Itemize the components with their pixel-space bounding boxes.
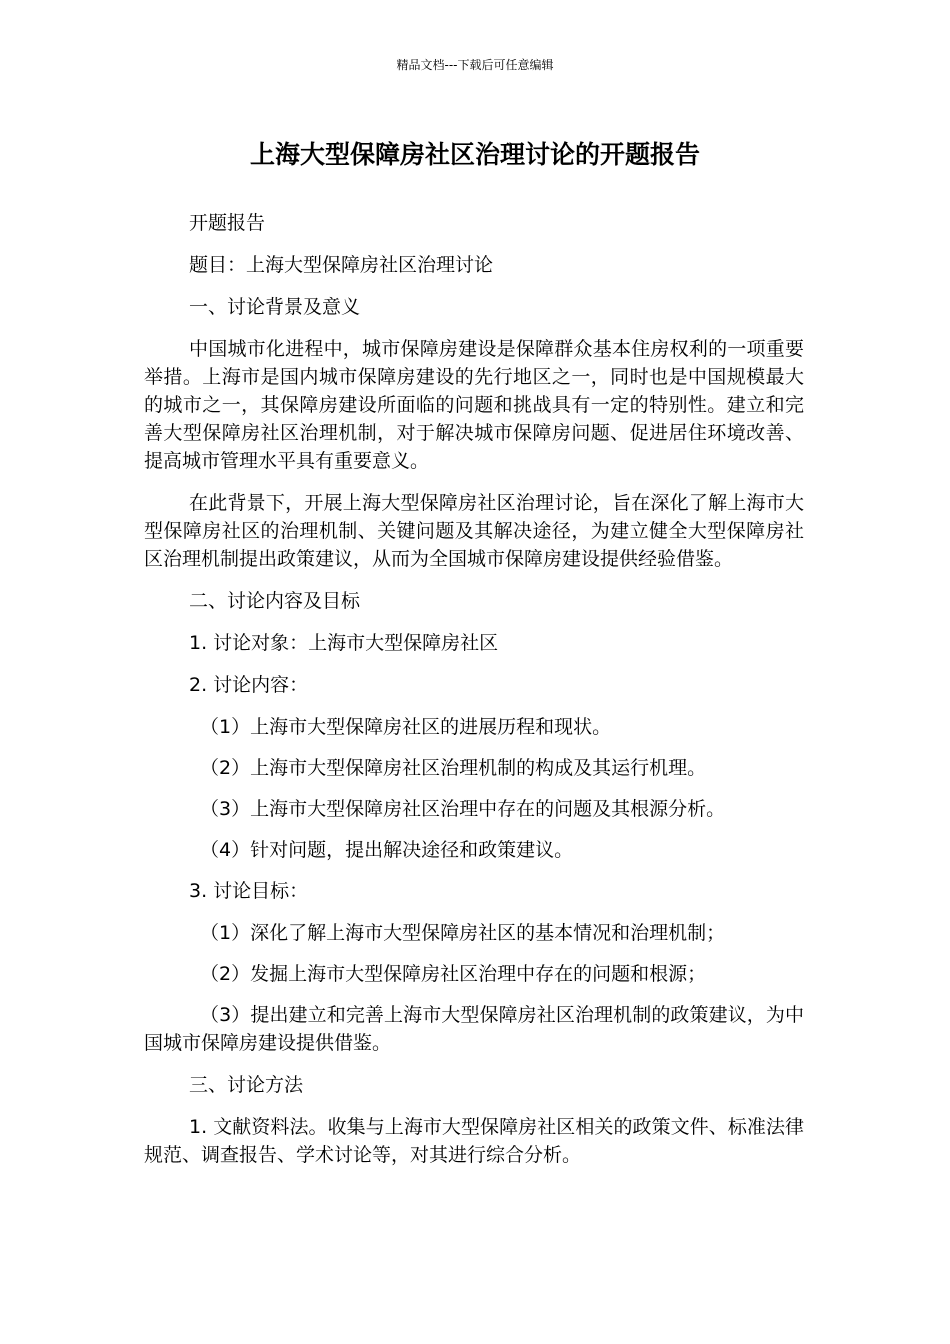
list-item: 1. 文献资料法。收集与上海市大型保障房社区相关的政策文件、标准法律规范、调查报告、学术讨论等，对其进行综合分析。 (144, 1116, 804, 1166)
section-heading: 三、讨论方法 (189, 1074, 304, 1096)
list-item: 2. 讨论内容： (189, 674, 309, 696)
document-title: 上海大型保障房社区治理讨论的开题报告 (249, 140, 700, 169)
section-heading: 一、讨论背景及意义 (189, 296, 361, 318)
document-body (144, 209, 804, 1183)
body-paragraph: 中国城市化进程中，城市保障房建设是保障群众基本住房权利的一项重要举措。上海市是国内城市保障房建设的先行地区之一，同时也是中国规模最大的城市之一，其保障房建设所面临的问题和挑战具有一定的特别性。建立和完善大型保障房社区治理机制，对于解决城市保障房问题、促进居住环境改善、提高城市管理水平具有重要意义。 (144, 338, 804, 472)
page-header: 精品文档---下载后可任意编辑 (396, 58, 554, 72)
sub-list-item: （1）深化了解上海市大型保障房社区的基本情况和治理机制； (200, 922, 726, 944)
section-heading: 二、讨论内容及目标 (189, 590, 361, 612)
topic-line: 题目：上海大型保障房社区治理讨论 (189, 254, 494, 276)
body-paragraph: 在此背景下，开展上海大型保障房社区治理讨论，旨在深化了解上海市大型保障房社区的治理机制、关键问题及其解决途径，为建立健全大型保障房社区治理机制提出政策建议，从而为全国城市保障房建设提供经验借鉴。 (144, 492, 804, 570)
section-label: 开题报告 (189, 212, 266, 234)
sub-list-item: （2）发掘上海市大型保障房社区治理中存在的问题和根源； (200, 963, 707, 985)
sub-list-item: （1）上海市大型保障房社区的进展历程和现状。 (200, 716, 612, 738)
sub-list-item: （3）上海市大型保障房社区治理中存在的问题及其根源分析。 (200, 798, 726, 820)
sub-list-item: （4）针对问题，提出解决途径和政策建议。 (200, 839, 574, 861)
sub-list-item: （3）提出建立和完善上海市大型保障房社区治理机制的政策建议，为中国城市保障房建设提供借鉴。 (144, 1004, 804, 1054)
sub-list-item: （2）上海市大型保障房社区治理机制的构成及其运行机理。 (200, 757, 707, 779)
list-item: 3. 讨论目标： (189, 880, 309, 902)
list-item: 1. 讨论对象：上海市大型保障房社区 (189, 632, 499, 654)
